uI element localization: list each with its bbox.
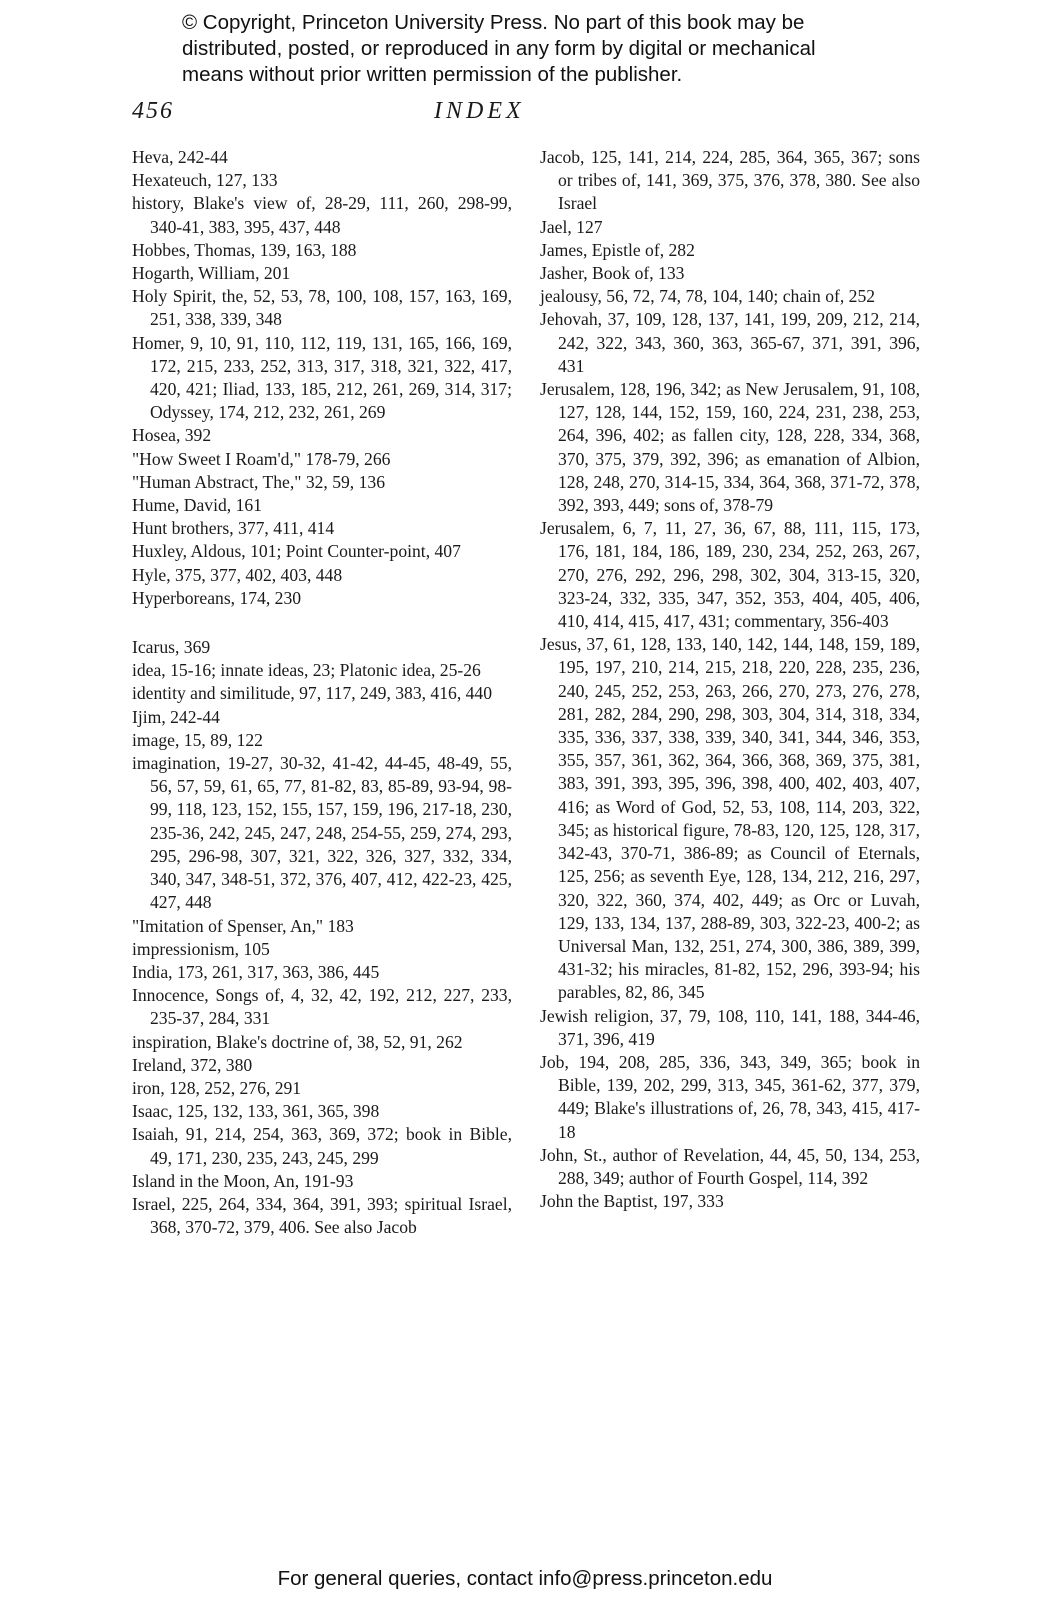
- index-entry: impressionism, 105: [132, 938, 270, 959]
- index-entry: Jacob, 125, 141, 214, 224, 285, 364, 365, 367; sons or tribes of, 141, 369, 375, 376, 378, 380. See also Israel: [540, 147, 920, 214]
- index-entry: "How Sweet I Roam'd," 178-79, 266: [132, 448, 391, 469]
- page-header: [132, 98, 922, 132]
- running-head: INDEX: [434, 98, 525, 124]
- index-entry: Ireland, 372, 380: [132, 1054, 253, 1075]
- index-entry: inspiration, Blake's doctrine of, 38, 52, 91, 262: [132, 1031, 463, 1052]
- index-entry: Hogarth, William, 201: [132, 263, 291, 284]
- index-entry: Jerusalem, 6, 7, 11, 27, 36, 67, 88, 111, 115, 173, 176, 181, 184, 186, 189, 230, 234, 252, 263, 267, 270, 276, 292, 296, 298, 302, 304, 313-15, 320, 323-24, 332, 335, 347, 352, 353, 404, 405, 406, 410, 414, 415, 417, 431; commentary, 356-403: [540, 518, 920, 632]
- index-entry: Job, 194, 208, 285, 336, 343, 349, 365; book in Bible, 139, 202, 299, 313, 345, 361-62, 377, 379, 449; Blake's illustrations of, 26, 78, 343, 415, 417-18: [540, 1051, 920, 1142]
- index-entry: Holy Spirit, the, 52, 53, 78, 100, 108, 157, 163, 169, 251, 338, 339, 348: [132, 286, 512, 330]
- index-column-left: [132, 146, 512, 1239]
- index-entry: Isaiah, 91, 214, 254, 363, 369, 372; book in Bible, 49, 171, 230, 235, 243, 245, 299: [132, 1124, 512, 1168]
- index-entry: "Imitation of Spenser, An," 183: [132, 915, 354, 936]
- index-entry: Homer, 9, 10, 91, 110, 112, 119, 131, 165, 166, 169, 172, 215, 233, 252, 313, 317, 318, 321, 322, 417, 420, 421; Iliad, 133, 185, 212, 261, 269, 314, 317; Odyssey, 174, 212, 232, 261, 269: [132, 332, 512, 423]
- index-entry: imagination, 19-27, 30-32, 41-42, 44-45, 48-49, 55, 56, 57, 59, 61, 65, 77, 81-82, 83, 85-89, 93-94, 98-99, 118, 123, 152, 155, 157, 159, 196, 217-18, 230, 235-36, 242, 245, 247, 248, 254-55, 259, 274, 293, 295, 296-98, 307, 321, 322, 326, 327, 332, 334, 340, 347, 348-51, 372, 376, 407, 412, 422-23, 425, 427, 448: [132, 753, 512, 913]
- index-entry: Jehovah, 37, 109, 128, 137, 141, 199, 209, 212, 214, 242, 322, 343, 360, 363, 365-67, 371, 391, 396, 431: [540, 309, 920, 376]
- index-entry: "Human Abstract, The," 32, 59, 136: [132, 471, 385, 492]
- index-entry: Jerusalem, 128, 196, 342; as New Jerusalem, 91, 108, 127, 128, 144, 152, 159, 160, 224, 231, 238, 253, 264, 396, 402; as fallen city, 128, 228, 334, 368, 370, 375, 379, 392, 396; as emanation of Albion, 128, 248, 270, 314-15, 334, 364, 368, 371-72, 378, 392, 393, 449; sons of, 378-79: [540, 379, 920, 516]
- index-entry: Hosea, 392: [132, 425, 212, 446]
- index-entry: Isaac, 125, 132, 133, 361, 365, 398: [132, 1101, 380, 1122]
- index-entry: Jesus, 37, 61, 128, 133, 140, 142, 144, 148, 159, 189, 195, 197, 210, 214, 215, 218, 220, 228, 235, 236, 240, 245, 252, 253, 263, 266, 270, 273, 276, 278, 281, 282, 284, 290, 298, 303, 304, 314, 318, 334, 335, 336, 337, 338, 339, 340, 341, 344, 346, 353, 355, 357, 361, 362, 364, 366, 368, 369, 375, 381, 383, 391, 393, 395, 396, 398, 400, 402, 403, 407, 416; as Word of God, 52, 53, 108, 114, 203, 322, 345; as historical figure, 78-83, 120, 125, 128, 317, 342-43, 370-71, 386-89; as Council of Eternals, 125, 256; as seventh Eye, 128, 134, 212, 216, 297, 320, 322, 360, 374, 402, 449; as Orc or Luvah, 129, 133, 134, 137, 288-89, 303, 322-23, 400-2; as Universal Man, 132, 251, 274, 300, 386, 389, 399, 431-32; his miracles, 81-82, 152, 296, 393-94; his parables, 82, 86, 345: [540, 634, 920, 1003]
- index-column-right: [540, 146, 920, 1213]
- index-entry: Jael, 127: [540, 216, 603, 237]
- index-entry: jealousy, 56, 72, 74, 78, 104, 140; chain of, 252: [540, 286, 876, 307]
- page-number: 456: [132, 98, 174, 124]
- index-entry: idea, 15-16; innate ideas, 23; Platonic idea, 25-26: [132, 660, 481, 681]
- contact-footer: For general queries, contact info@press.princeton.edu: [277, 1567, 773, 1590]
- index-entry: identity and similitude, 97, 117, 249, 383, 416, 440: [132, 683, 493, 704]
- index-entry: Ijim, 242-44: [132, 706, 220, 727]
- index-entry: John the Baptist, 197, 333: [540, 1191, 724, 1212]
- index-entry: Icarus, 369: [132, 637, 211, 658]
- index-entry: Huxley, Aldous, 101; Point Counter-point, 407: [132, 541, 461, 562]
- copyright-line-3: means without prior written permission of the publisher.: [182, 63, 683, 86]
- copyright-notice: [182, 10, 942, 88]
- index-entry: image, 15, 89, 122: [132, 729, 263, 750]
- index-entry: Innocence, Songs of, 4, 32, 42, 192, 212, 227, 233, 235-37, 284, 331: [132, 985, 512, 1029]
- index-entry: James, Epistle of, 282: [540, 239, 695, 260]
- index-entry: Island in the Moon, An, 191-93: [132, 1170, 354, 1191]
- copyright-line-1: © Copyright, Princeton University Press. No part of this book may be: [182, 11, 805, 34]
- index-entry: Hume, David, 161: [132, 495, 262, 516]
- index-entry: Hyperboreans, 174, 230: [132, 587, 302, 608]
- index-entry: Jewish religion, 37, 79, 108, 110, 141, 188, 344-46, 371, 396, 419: [540, 1005, 920, 1049]
- index-entry: India, 173, 261, 317, 363, 386, 445: [132, 961, 380, 982]
- index-entry: history, Blake's view of, 28-29, 111, 260, 298-99, 340-41, 383, 395, 437, 448: [132, 193, 512, 237]
- index-entry: Heva, 242-44: [132, 147, 228, 167]
- index-entry: John, St., author of Revelation, 44, 45, 50, 134, 253, 288, 349; author of Fourth Gospel, 114, 392: [540, 1144, 920, 1188]
- index-entry: Jasher, Book of, 133: [540, 263, 685, 284]
- copyright-line-2: distributed, posted, or reproduced in any form by digital or mechanical: [182, 37, 816, 60]
- index-entry: Hexateuch, 127, 133: [132, 170, 278, 191]
- index-entry: Israel, 225, 264, 334, 364, 391, 393; spiritual Israel, 368, 370-72, 379, 406. See also Jacob: [132, 1193, 512, 1238]
- index-entry: Hobbes, Thomas, 139, 163, 188: [132, 239, 357, 260]
- letter-section-gap: [132, 610, 512, 636]
- index-entry: Hunt brothers, 377, 411, 414: [132, 518, 335, 539]
- index-entry: Hyle, 375, 377, 402, 403, 448: [132, 564, 343, 585]
- index-entry: iron, 128, 252, 276, 291: [132, 1077, 302, 1098]
